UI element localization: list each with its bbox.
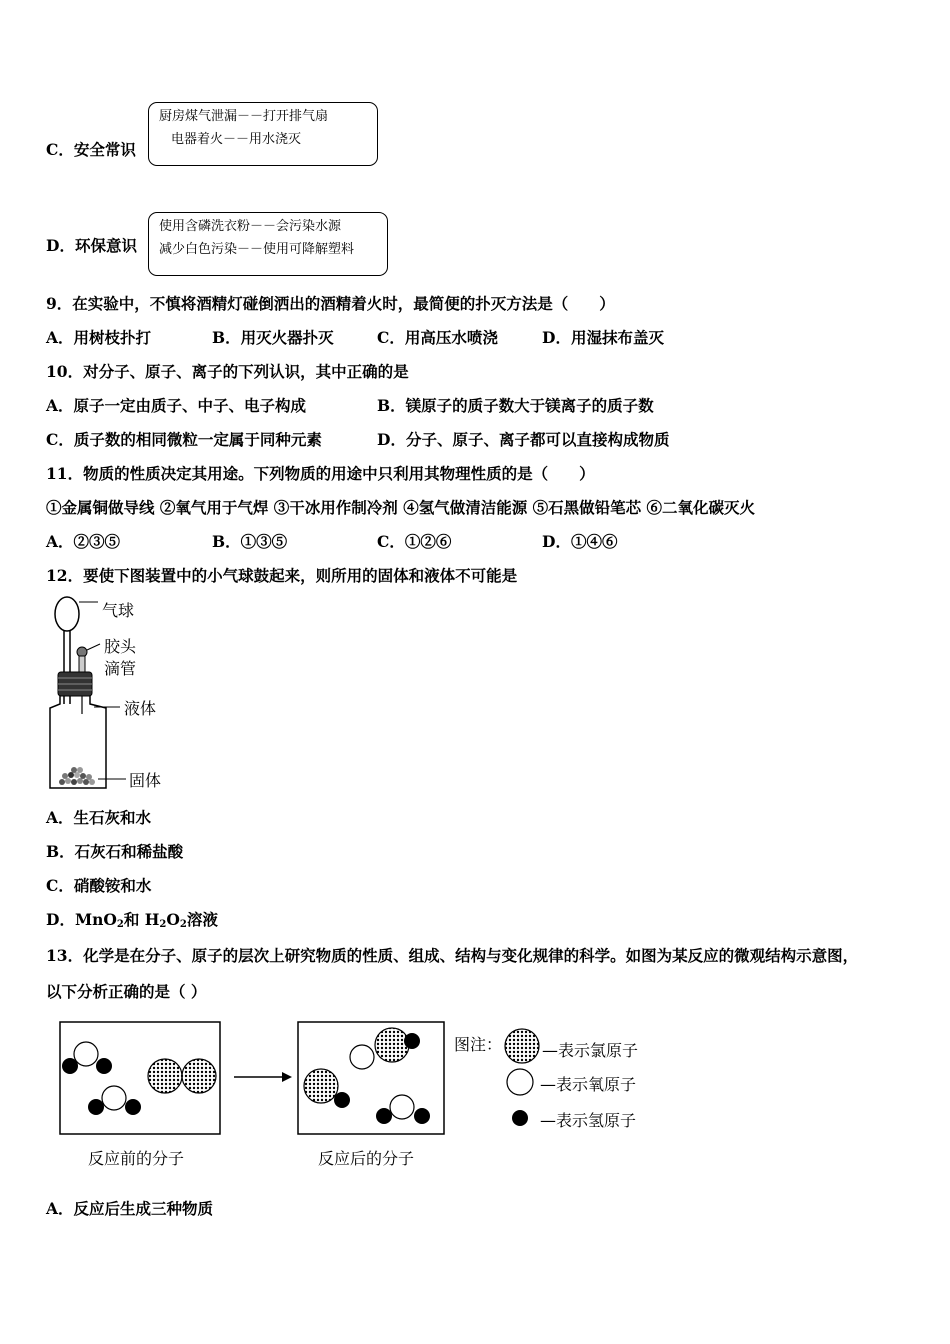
q12-option-a: A．生石灰和水 xyxy=(46,808,152,827)
q8-option-d-label: D．环保意识 xyxy=(46,236,137,255)
q9-option-d: D．用湿抹布盖灭 xyxy=(542,328,664,347)
q11-stem: 11．物质的性质决定其用途。下列物质的用途中只利用其物理性质的是（ ） xyxy=(46,464,595,483)
label-liquid: 液体 xyxy=(124,699,157,718)
label-balloon: 气球 xyxy=(102,601,135,620)
label-dropper-1: 胶头 xyxy=(104,637,137,656)
q12-option-d-part-2: 和 H xyxy=(123,910,160,929)
q8-option-c-line-2: 电器着火－－用水浇灭 xyxy=(171,132,302,147)
q10-option-a: A．原子一定由质子、中子、电子构成 xyxy=(46,396,307,415)
q9-option-a: A．用树枝扑打 xyxy=(46,328,152,347)
q11-option-c: C．①②⑥ xyxy=(377,532,452,551)
q8-option-d-line-2: 减少白色污染－－使用可降解塑料 xyxy=(159,242,355,257)
oxygen-atom-icon xyxy=(507,1069,533,1095)
q10-option-c: C．质子数的相同微粒一定属于同种元素 xyxy=(46,430,322,449)
solid-pellets xyxy=(59,767,95,785)
q8-option-c-label: C．安全常识 xyxy=(46,140,136,159)
q10-stem: 10．对分子、原子、离子的下列认识，其中正确的是 xyxy=(46,362,409,381)
label-dropper-2: 滴管 xyxy=(104,659,137,678)
q10-option-d: D．分子、原子、离子都可以直接构成物质 xyxy=(377,430,670,449)
q12-option-d-sub-3: 2 xyxy=(179,919,187,930)
q12-option-d-sub-2: 2 xyxy=(159,919,167,930)
q12-stem: 12．要使下图装置中的小气球鼓起来，则所用的固体和液体不可能是 xyxy=(46,566,518,585)
q12-option-c: C．硝酸铵和水 xyxy=(46,876,152,895)
q11-items: ①金属铜做导线 ②氧气用于气焊 ③干冰用作制冷剂 ④氢气做清洁能源 ⑤石黑做铅笔芯 ⑥二氧化碳灭火 xyxy=(46,498,755,517)
q11-option-d: D．①④⑥ xyxy=(542,532,618,551)
q12-option-d-part-3: O xyxy=(166,910,180,929)
q8-option-c-box xyxy=(148,102,378,166)
legend-title: 图注： xyxy=(454,1035,503,1054)
q12-option-d-part-1: D．MnO xyxy=(46,910,117,929)
hydrogen-atom-icon xyxy=(512,1110,528,1126)
q9-stem: 9．在实验中，不慎将酒精灯碰倒洒出的酒精着火时，最简便的扑灭方法是（ ） xyxy=(46,294,615,313)
q12-option-d-sub-1: 2 xyxy=(116,919,124,930)
q12-option-b: B．石灰石和稀盐酸 xyxy=(46,842,184,861)
q12-option-d xyxy=(46,910,218,935)
q9-option-b: B．用灭火器扑灭 xyxy=(212,328,334,347)
q11-option-b: B．①③⑤ xyxy=(212,532,288,551)
chlorine-atom-icon xyxy=(505,1029,539,1063)
q13-stem-line-2: 以下分析正确的是（ ） xyxy=(46,982,207,1001)
q8-option-d-box xyxy=(148,212,388,276)
q13-stem-line-1: 13．化学是在分子、原子的层次上研究物质的性质、组成、结构与变化规律的科学。如图为某反应的微观结构示意图， xyxy=(46,946,859,965)
q8-option-c-line-1: 厨房煤气泄漏－－打开排气扇 xyxy=(159,109,329,124)
q13-option-a: A．反应后生成三种物质 xyxy=(46,1199,214,1218)
balloon-shape xyxy=(55,597,79,631)
q9-option-c: C．用高压水喷浇 xyxy=(377,328,498,347)
label-after-molecules: 反应后的分子 xyxy=(318,1149,415,1168)
q11-option-a: A．②③⑤ xyxy=(46,532,121,551)
legend-chlorine: —表示氯原子 xyxy=(542,1041,639,1060)
q12-option-d-part-4: 溶液 xyxy=(186,910,218,929)
legend-hydrogen: —表示氢原子 xyxy=(540,1111,637,1130)
label-before-molecules: 反应前的分子 xyxy=(88,1149,185,1168)
q8-option-d-line-1: 使用含磷洗衣粉－－会污染水源 xyxy=(159,219,342,234)
label-solid: 固体 xyxy=(129,771,162,790)
legend-oxygen: —表示氧原子 xyxy=(540,1075,637,1094)
q10-option-b: B．镁原子的质子数大于镁离子的质子数 xyxy=(377,396,654,415)
q13-reaction-figure xyxy=(0,1010,700,1180)
